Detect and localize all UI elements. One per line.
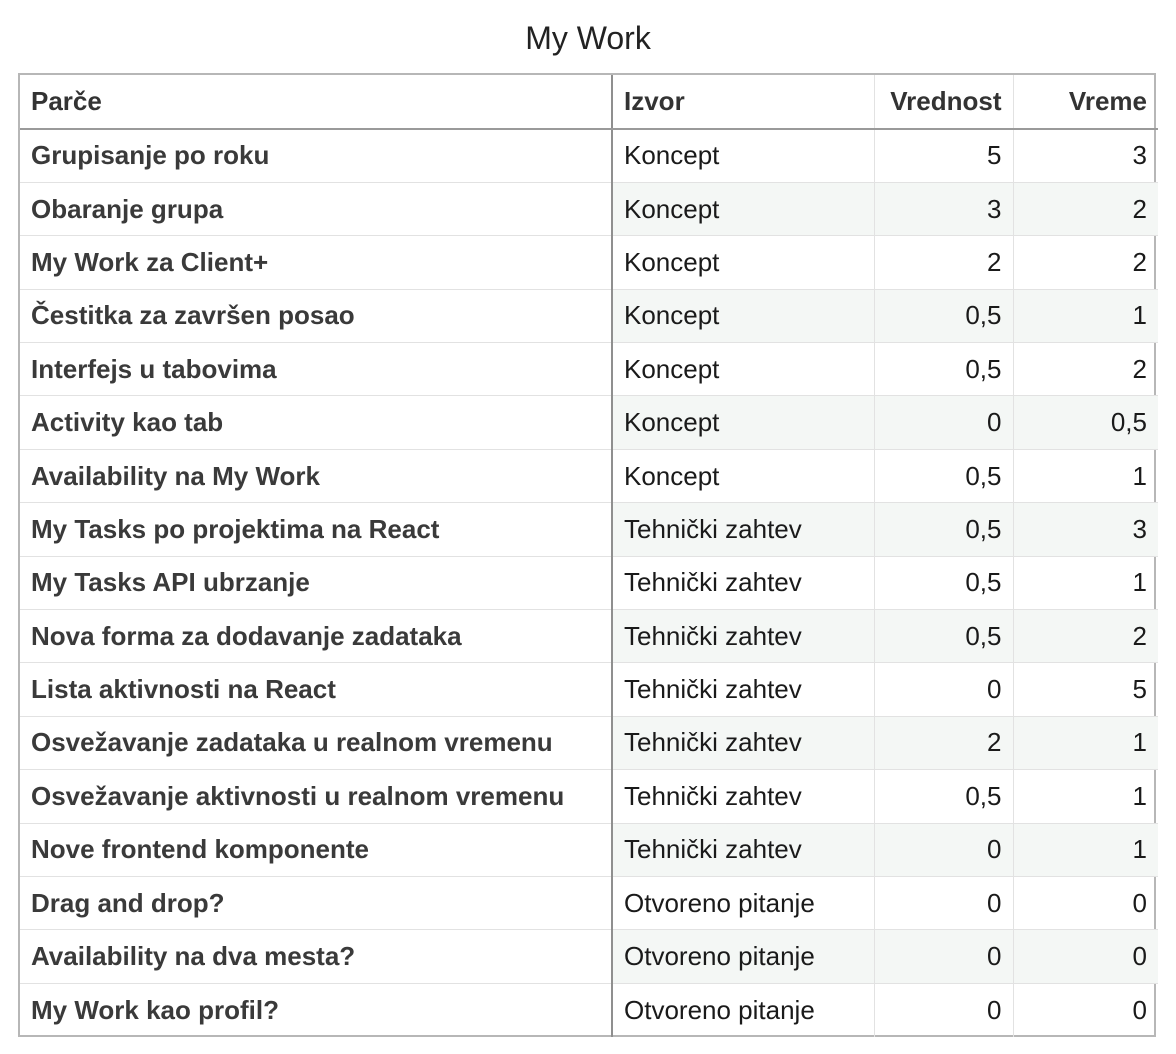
table-row xyxy=(20,129,1158,182)
cell-time: 1 xyxy=(1013,556,1158,609)
cell-source: Koncept xyxy=(612,449,874,502)
table-row xyxy=(20,716,1158,769)
cell-value: 0,5 xyxy=(874,770,1013,823)
cell-value: 0,5 xyxy=(874,289,1013,342)
table-row xyxy=(20,983,1158,1036)
work-table xyxy=(20,75,1158,1037)
cell-piece: Osvežavanje aktivnosti u realnom vremenu xyxy=(20,770,612,823)
cell-source: Otvoreno pitanje xyxy=(612,983,874,1036)
cell-value: 0 xyxy=(874,823,1013,876)
cell-time: 3 xyxy=(1013,129,1158,182)
cell-piece: Grupisanje po roku xyxy=(20,129,612,182)
cell-piece: My Work kao profil? xyxy=(20,983,612,1036)
cell-time: 2 xyxy=(1013,236,1158,289)
table-row xyxy=(20,556,1158,609)
table-row xyxy=(20,610,1158,663)
cell-time: 1 xyxy=(1013,716,1158,769)
cell-value: 0,5 xyxy=(874,343,1013,396)
table-row xyxy=(20,930,1158,983)
header-value: Vrednost xyxy=(874,75,1013,129)
cell-piece: Obaranje grupa xyxy=(20,182,612,235)
table-row xyxy=(20,663,1158,716)
cell-piece: My Tasks po projektima na React xyxy=(20,503,612,556)
table-body xyxy=(20,129,1158,1037)
cell-piece: Nove frontend komponente xyxy=(20,823,612,876)
work-table-container xyxy=(18,73,1156,1037)
cell-value: 0 xyxy=(874,663,1013,716)
cell-value: 0,5 xyxy=(874,449,1013,502)
table-row xyxy=(20,823,1158,876)
cell-source: Tehnički zahtev xyxy=(612,770,874,823)
cell-piece: My Tasks API ubrzanje xyxy=(20,556,612,609)
cell-piece: Activity kao tab xyxy=(20,396,612,449)
cell-value: 2 xyxy=(874,716,1013,769)
cell-piece: Availability na My Work xyxy=(20,449,612,502)
cell-source: Koncept xyxy=(612,289,874,342)
cell-value: 0 xyxy=(874,876,1013,929)
cell-value: 0 xyxy=(874,396,1013,449)
cell-source: Tehnički zahtev xyxy=(612,663,874,716)
cell-value: 0,5 xyxy=(874,610,1013,663)
cell-time: 2 xyxy=(1013,343,1158,396)
table-row xyxy=(20,343,1158,396)
table-row xyxy=(20,770,1158,823)
cell-source: Tehnički zahtev xyxy=(612,503,874,556)
cell-time: 5 xyxy=(1013,663,1158,716)
cell-piece: Interfejs u tabovima xyxy=(20,343,612,396)
cell-value: 0 xyxy=(874,983,1013,1036)
cell-piece: Osvežavanje zadataka u realnom vremenu xyxy=(20,716,612,769)
cell-source: Koncept xyxy=(612,236,874,289)
cell-source: Otvoreno pitanje xyxy=(612,930,874,983)
table-row xyxy=(20,503,1158,556)
page-title: My Work xyxy=(525,20,651,56)
cell-source: Koncept xyxy=(612,182,874,235)
cell-piece: Nova forma za dodavanje zadataka xyxy=(20,610,612,663)
cell-value: 0,5 xyxy=(874,556,1013,609)
cell-value: 0,5 xyxy=(874,503,1013,556)
cell-time: 0 xyxy=(1013,876,1158,929)
cell-time: 1 xyxy=(1013,289,1158,342)
header-source: Izvor xyxy=(612,75,874,129)
cell-piece: Čestitka za završen posao xyxy=(20,289,612,342)
cell-time: 1 xyxy=(1013,449,1158,502)
cell-time: 1 xyxy=(1013,823,1158,876)
cell-time: 2 xyxy=(1013,182,1158,235)
cell-value: 3 xyxy=(874,182,1013,235)
table-row xyxy=(20,396,1158,449)
cell-value: 2 xyxy=(874,236,1013,289)
cell-source: Tehnički zahtev xyxy=(612,610,874,663)
cell-piece: Lista aktivnosti na React xyxy=(20,663,612,716)
cell-source: Tehnički zahtev xyxy=(612,716,874,769)
cell-piece: Drag and drop? xyxy=(20,876,612,929)
cell-value: 0 xyxy=(874,930,1013,983)
cell-time: 0,5 xyxy=(1013,396,1158,449)
header-row xyxy=(20,75,1158,129)
cell-source: Koncept xyxy=(612,396,874,449)
cell-time: 2 xyxy=(1013,610,1158,663)
header-piece: Parče xyxy=(20,75,612,129)
table-row xyxy=(20,449,1158,502)
header-time: Vreme xyxy=(1013,75,1158,129)
table-row xyxy=(20,876,1158,929)
table-row xyxy=(20,182,1158,235)
table-row xyxy=(20,289,1158,342)
cell-source: Koncept xyxy=(612,343,874,396)
cell-time: 1 xyxy=(1013,770,1158,823)
cell-time: 0 xyxy=(1132,994,1147,1025)
cell-source: Koncept xyxy=(612,129,874,182)
cell-time: 0 xyxy=(1013,930,1158,983)
table-row xyxy=(20,236,1158,289)
cell-value: 5 xyxy=(874,129,1013,182)
cell-time: 3 xyxy=(1013,503,1158,556)
cell-source: Otvoreno pitanje xyxy=(612,876,874,929)
table-header xyxy=(20,75,1158,129)
cell-piece: My Work za Client+ xyxy=(20,236,612,289)
cell-piece: Availability na dva mesta? xyxy=(20,930,612,983)
cell-source: Tehnički zahtev xyxy=(612,823,874,876)
cell-source: Tehnički zahtev xyxy=(612,556,874,609)
